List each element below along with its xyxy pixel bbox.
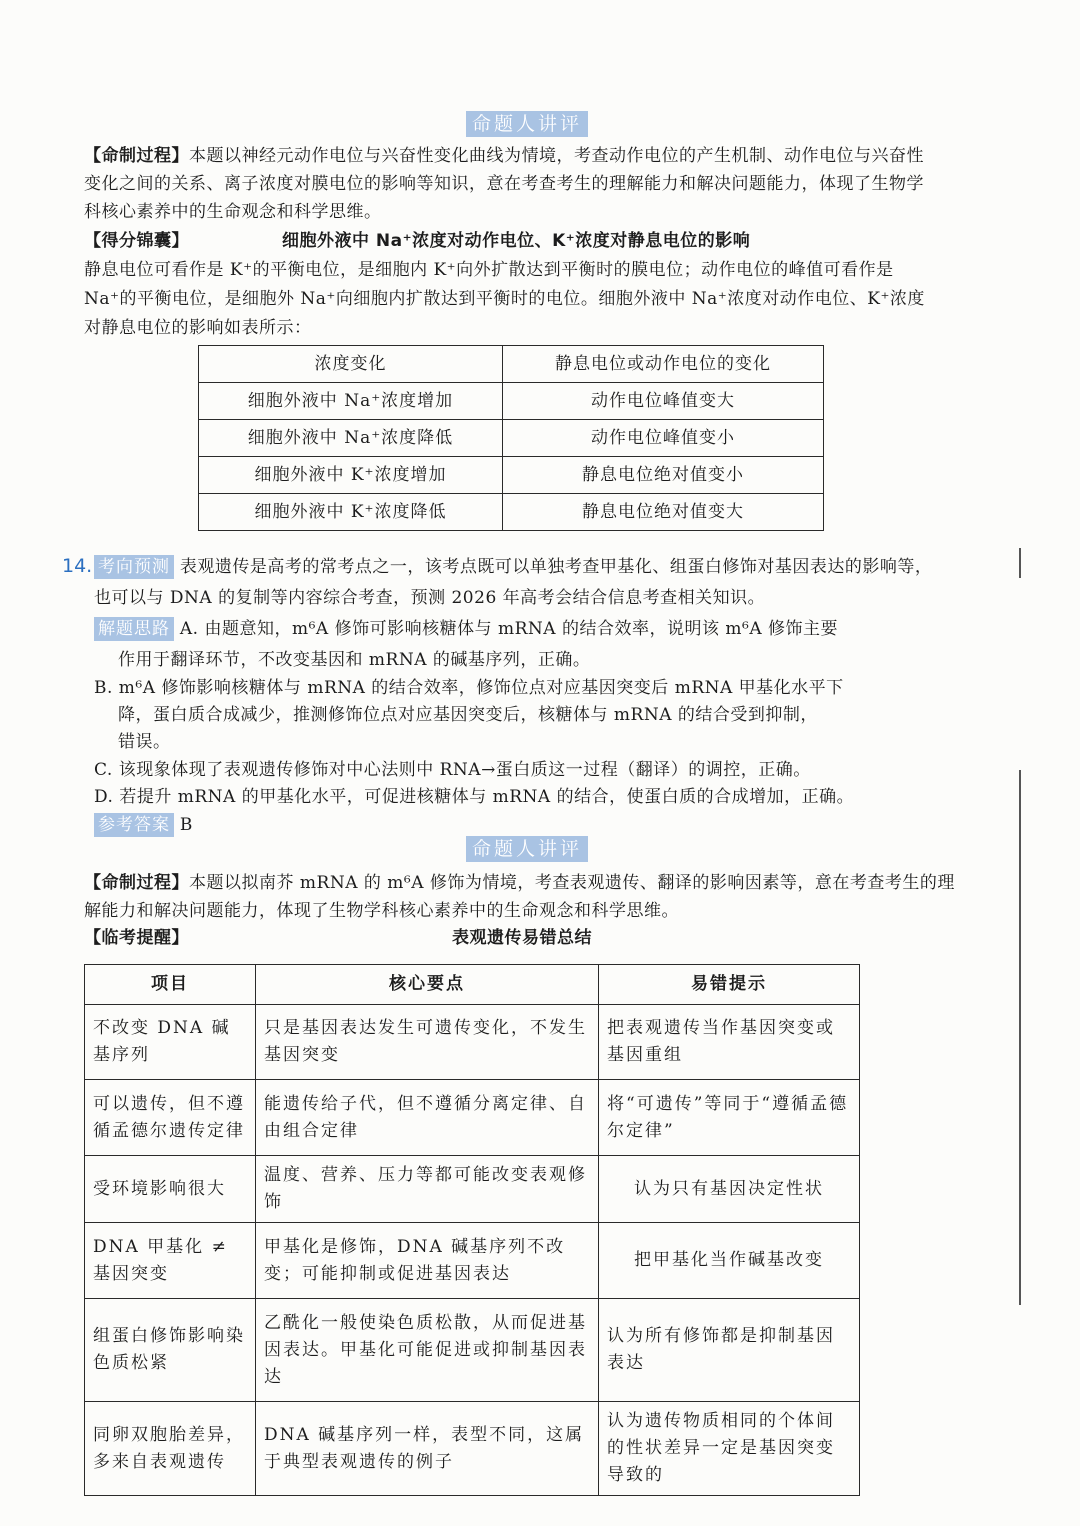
table-row <box>85 1005 860 1080</box>
paragraph-line <box>94 812 193 838</box>
paragraph-line: 变化之间的关系、离子浓度对膜电位的影响等知识，意在考查考生的理解能力和解决问题能力，体现了生物学 <box>84 174 924 194</box>
table-cell: 只是基因表达发生可遗传变化，不发生基因突变 <box>256 1005 599 1080</box>
page-edge-line <box>1019 770 1021 1305</box>
concentration-effect-table <box>198 345 824 531</box>
paragraph-line: D. 若提升 mRNA 的甲基化水平，可促进核糖体与 mRNA 的结合，使蛋白质的合成增加，正确。 <box>94 787 855 807</box>
predict-tag: 考向预测 <box>94 555 174 579</box>
table-cell: 将“可遗传”等同于“遵循孟德尔定律” <box>599 1080 860 1156</box>
table-row <box>199 383 824 420</box>
table-row <box>85 1223 860 1299</box>
paragraph-line: 错误。 <box>118 732 171 752</box>
table-cell: 细胞外液中 K⁺浓度增加 <box>199 457 503 494</box>
paragraph-line: 对静息电位的影响如表所示： <box>84 318 312 338</box>
table-cell: 静息电位绝对值变小 <box>503 457 824 494</box>
paragraph-line: Na⁺的平衡电位，是细胞外 Na⁺向细胞内扩散达到平衡时的电位。细胞外液中 Na⁺浓度对动作电位、K⁺浓度 <box>84 289 925 309</box>
paragraph-line: 【命制过程】本题以神经元动作电位与兴奋性变化曲线为情境，考查动作电位的产生机制、动作电位与兴奋性 <box>84 146 924 166</box>
table-cell: 动作电位峰值变小 <box>503 420 824 457</box>
paragraph-line: 解题思路 A. 由题意知，m⁶A 修饰可影响核糖体与 mRNA 的结合效率，说明该 m⁶A 修饰主要 <box>94 616 838 642</box>
table-cell: 把表观遗传当作基因突变或基因重组 <box>599 1005 860 1080</box>
paragraph-line: 考向预测 表观遗传是高考的常考点之一，该考点既可以单独考查甲基化、组蛋白修饰对基因表达的影响等， <box>94 554 932 580</box>
table-cell: 温度、营养、压力等都可能改变表观修饰 <box>256 1156 599 1223</box>
paragraph-line: 解能力和解决问题能力，体现了生物学科核心素养中的生命观念和科学思维。 <box>84 901 679 921</box>
table-header: 浓度变化 <box>199 346 503 383</box>
table-cell: DNA 碱基序列一样，表型不同，这属于典型表观遗传的例子 <box>256 1402 599 1496</box>
section-title: 细胞外液中 Na⁺浓度对动作电位、K⁺浓度对静息电位的影响 <box>282 231 751 251</box>
table-cell: 组蛋白修饰影响染色质松紧 <box>85 1299 256 1402</box>
table-row <box>85 1299 860 1402</box>
table-cell: 乙酰化一般使染色质松散，从而促进基因表达。甲基化可能促进或抑制基因表达 <box>256 1299 599 1402</box>
paragraph-line: 【命制过程】本题以拟南芥 mRNA 的 m⁶A 修饰为情境，考查表观遗传、翻译的影响因素等，意在考查考生的理 <box>84 873 955 893</box>
table-cell: 细胞外液中 Na⁺浓度增加 <box>199 383 503 420</box>
paragraph-line: C. 该现象体现了表观遗传修饰对中心法则中 RNA→蛋白质这一过程（翻译）的调控，正确。 <box>94 760 811 780</box>
table-cell: 同卵双胞胎差异，多来自表观遗传 <box>85 1402 256 1496</box>
table-row <box>199 494 824 531</box>
table-header: 核心要点 <box>256 965 599 1005</box>
paragraph-line: 降，蛋白质合成减少，推测修饰位点对应基因突变后，核糖体与 mRNA 的结合受到抑制， <box>118 705 818 725</box>
epigenetics-pitfall-table <box>84 964 860 1496</box>
table-row <box>199 420 824 457</box>
section-banner: 命题人讲评 <box>466 836 588 862</box>
table-cell: 受环境影响很大 <box>85 1156 256 1223</box>
table-cell: 能遗传给子代，但不遵循分离定律、自由组合定律 <box>256 1080 599 1156</box>
table-row <box>85 1402 860 1496</box>
table-cell: 动作电位峰值变大 <box>503 383 824 420</box>
table-row <box>199 457 824 494</box>
section-title: 表观遗传易错总结 <box>452 928 592 948</box>
table-header: 静息电位或动作电位的变化 <box>503 346 824 383</box>
answer-tag: 参考答案 <box>94 813 174 837</box>
paragraph-line: 静息电位可看作是 K⁺的平衡电位，是细胞内 K⁺向外扩散达到平衡时的膜电位；动作电位的峰值可看作是 <box>84 260 894 280</box>
section-tag: 【命制过程】 <box>84 873 189 893</box>
section-tag: 【命制过程】 <box>84 146 189 166</box>
table-cell: 细胞外液中 Na⁺浓度降低 <box>199 420 503 457</box>
section-tag: 【得分锦囊】 <box>84 231 189 251</box>
table-row <box>85 1080 860 1156</box>
table-row <box>85 1156 860 1223</box>
table-cell: 细胞外液中 K⁺浓度降低 <box>199 494 503 531</box>
table-header: 易错提示 <box>599 965 860 1005</box>
table-cell: 认为所有修饰都是抑制基因表达 <box>599 1299 860 1402</box>
table-header: 项目 <box>85 965 256 1005</box>
table-cell: 把甲基化当作碱基改变 <box>599 1223 860 1299</box>
section-tag: 【临考提醒】 <box>84 928 189 948</box>
table-cell: 认为只有基因决定性状 <box>599 1156 860 1223</box>
solution-tag: 解题思路 <box>94 617 174 641</box>
table-cell: DNA 甲基化 ≠ 基因突变 <box>85 1223 256 1299</box>
question-number: 14. <box>62 555 93 577</box>
table-cell: 不改变 DNA 碱基序列 <box>85 1005 256 1080</box>
page-edge-mark <box>1019 548 1021 578</box>
paragraph-line: 作用于翻译环节，不改变基因和 mRNA 的碱基序列，正确。 <box>118 650 591 670</box>
answer-value: B <box>179 815 193 835</box>
table-cell: 甲基化是修饰，DNA 碱基序列不改变；可能抑制或促进基因表达 <box>256 1223 599 1299</box>
paragraph-line: 科核心素养中的生命观念和科学思维。 <box>84 202 382 222</box>
table-cell: 可以遗传，但不遵循孟德尔遗传定律 <box>85 1080 256 1156</box>
table-cell: 静息电位绝对值变大 <box>503 494 824 531</box>
paragraph-line: 也可以与 DNA 的复制等内容综合考查，预测 2026 年高考会结合信息考查相关知识。 <box>94 588 766 608</box>
section-banner: 命题人讲评 <box>466 111 588 137</box>
table-cell: 认为遗传物质相同的个体间的性状差异一定是基因突变导致的 <box>599 1402 860 1496</box>
paragraph-line: B. m⁶A 修饰影响核糖体与 mRNA 的结合效率，修饰位点对应基因突变后 mRNA 甲基化水平下 <box>94 678 844 698</box>
